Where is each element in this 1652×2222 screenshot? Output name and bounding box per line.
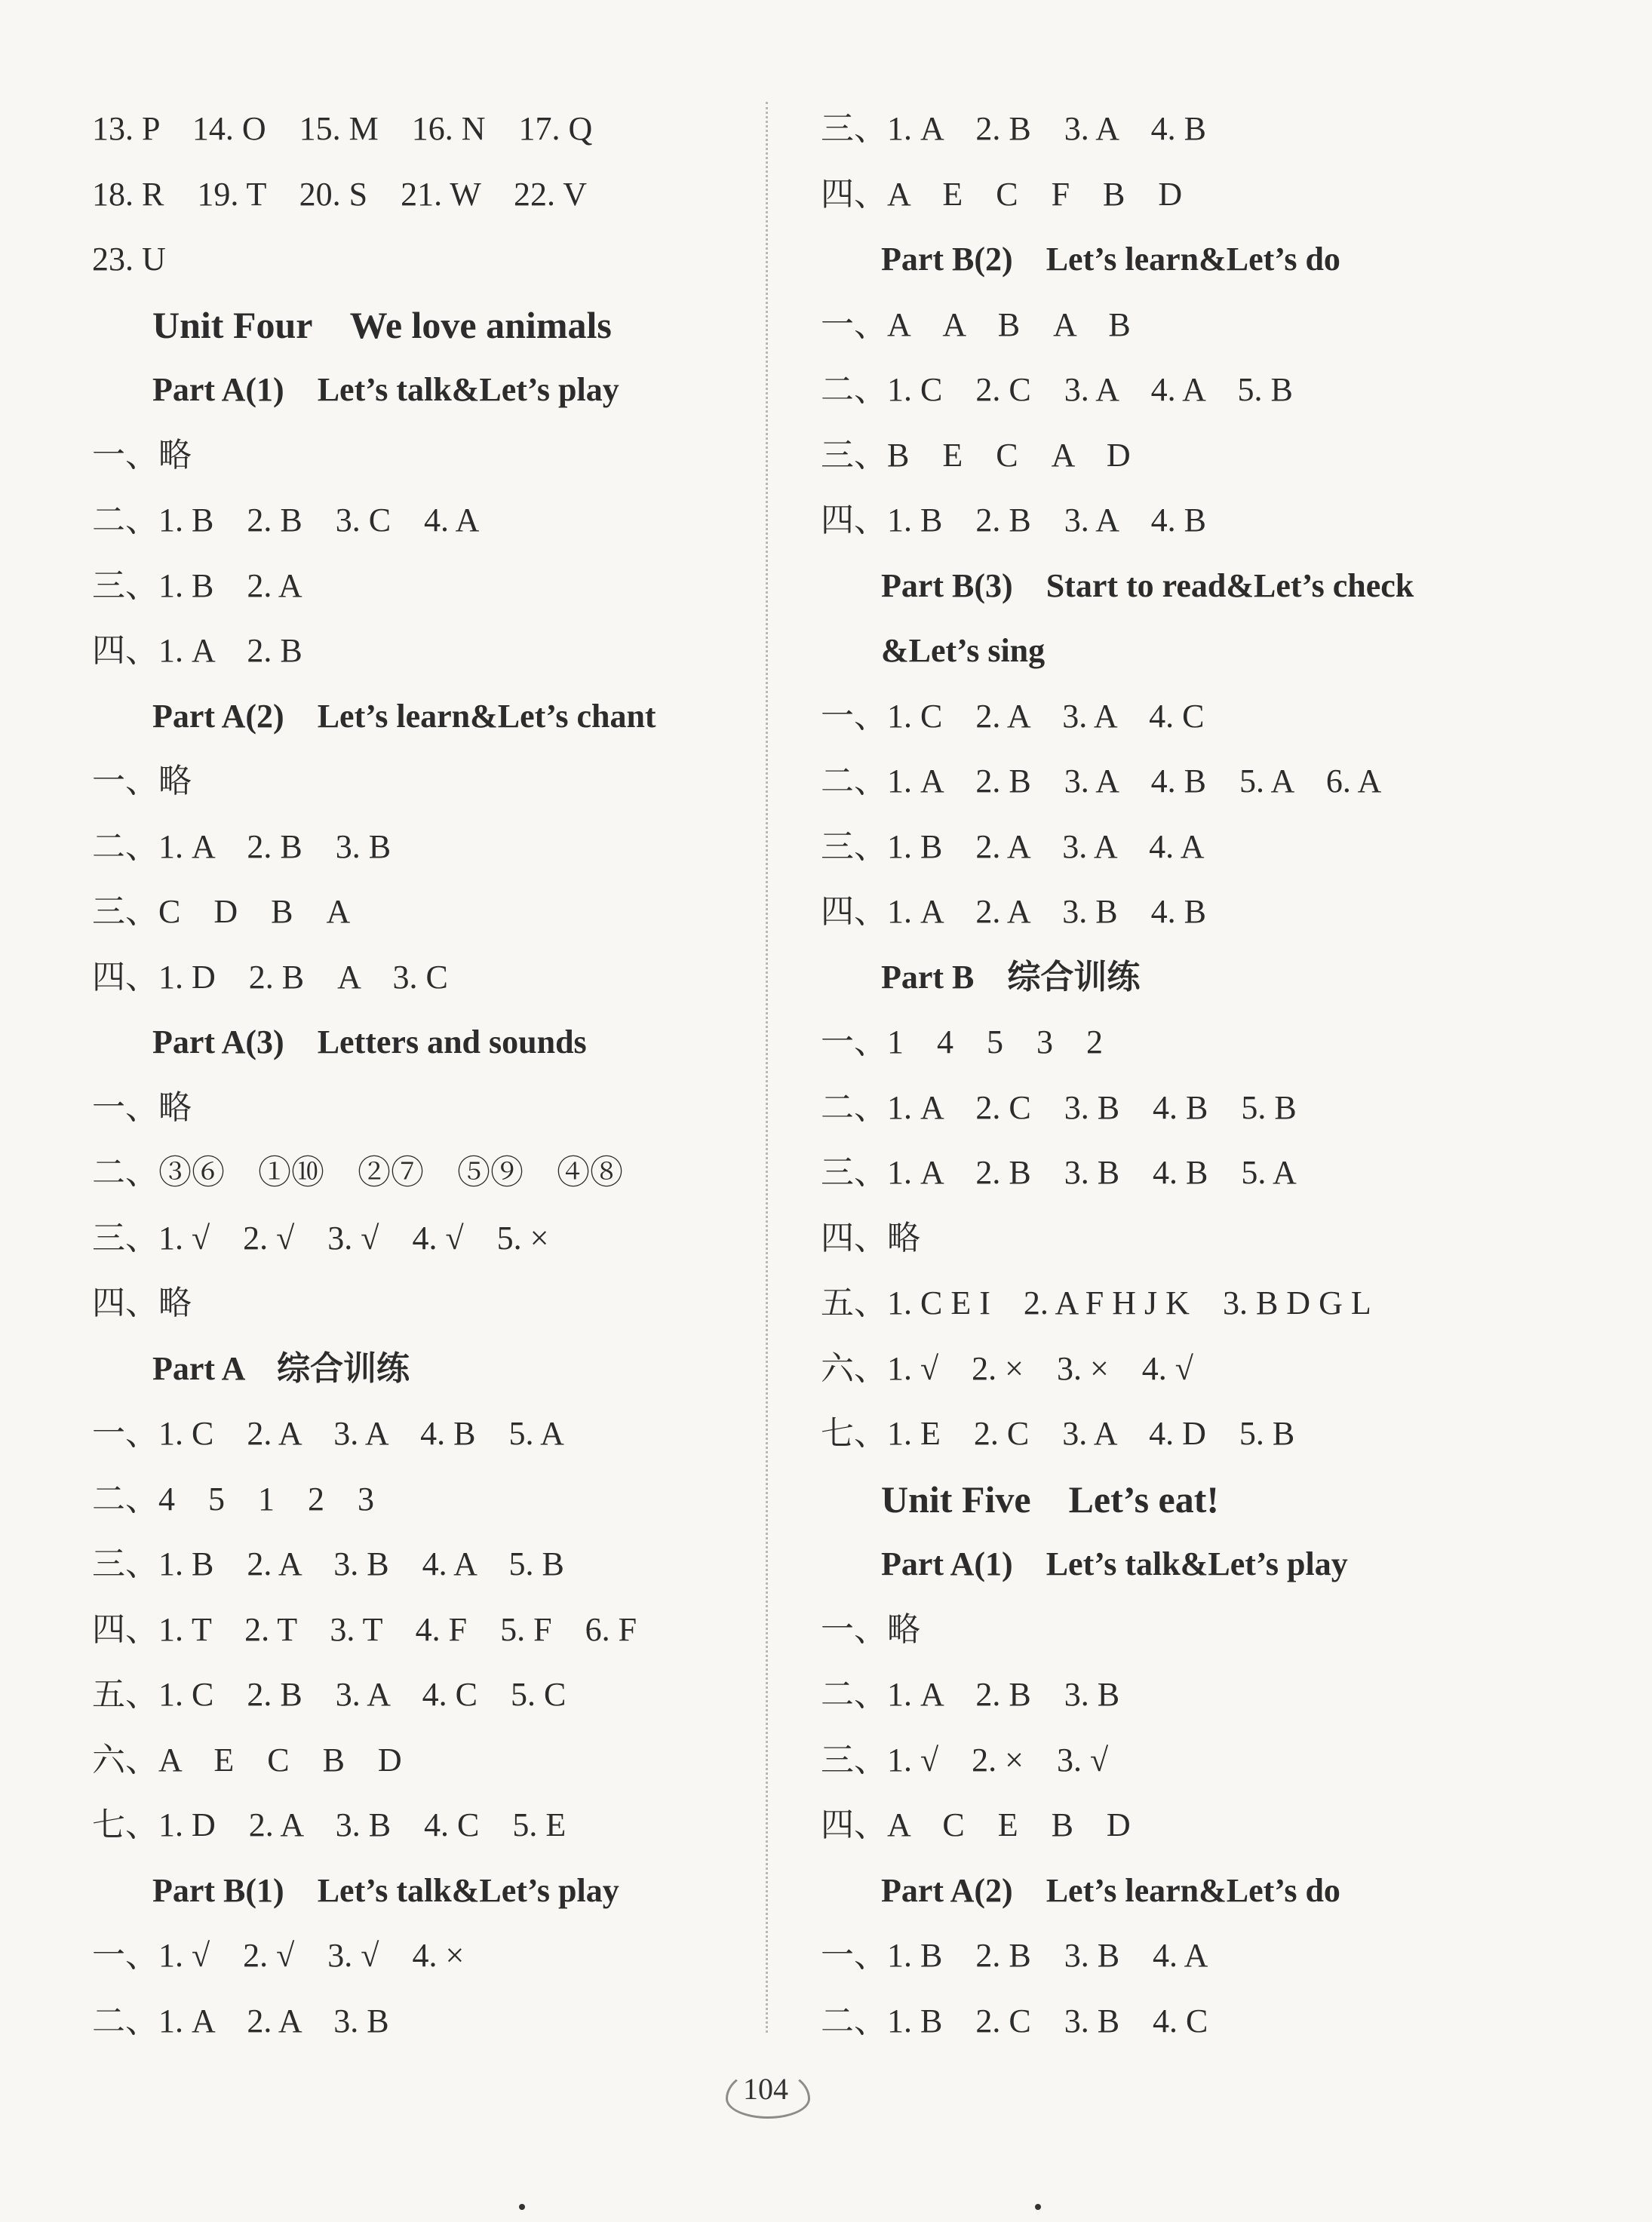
- line-text: 二、1. C 2. C 3. A 4. A 5. B: [821, 371, 1293, 408]
- answer-line: [821, 1076, 1575, 1141]
- line-text: 二、1. A 2. B 3. B: [92, 827, 392, 865]
- answer-line: [92, 618, 756, 684]
- answer-line: [92, 1271, 756, 1337]
- line-text: 一、A A B A B: [821, 305, 1131, 343]
- section-heading: [92, 1858, 756, 1924]
- line-text: 一、1. C 2. A 3. A 4. B 5. A: [92, 1415, 564, 1452]
- answer-line: [92, 815, 756, 880]
- line-text: 二、1. A 2. B 3. A 4. B 5. A 6. A: [821, 763, 1382, 799]
- line-text: 三、1. √ 2. √ 3. √ 4. √ 5. ×: [92, 1219, 549, 1257]
- answer-line: [92, 1140, 756, 1206]
- line-text: 三、1. √ 2. × 3. √: [821, 1741, 1109, 1779]
- line-text: 一、1. C 2. A 3. A 4. C: [821, 697, 1205, 735]
- answer-line: [821, 1597, 1575, 1663]
- section-heading: [821, 618, 1575, 684]
- line-text: Part A 综合训练: [152, 1349, 410, 1387]
- line-text: 一、略: [92, 1088, 192, 1126]
- answer-line: [92, 749, 756, 815]
- answer-line: [92, 879, 756, 945]
- line-text: 三、1. B 2. A 3. B 4. A 5. B: [92, 1545, 564, 1582]
- answer-line: [92, 1206, 756, 1272]
- answer-line: [821, 162, 1575, 228]
- answer-line: [92, 227, 756, 293]
- line-text: 三、1. A 2. B 3. B 4. B 5. A: [821, 1154, 1297, 1191]
- unit-title: [92, 293, 756, 358]
- line-text: 四、1. B 2. B 3. A 4. B: [821, 502, 1206, 539]
- answer-line: [92, 945, 756, 1011]
- answer-line: [821, 749, 1575, 815]
- answer-line: [821, 1206, 1575, 1272]
- answer-line: [92, 554, 756, 619]
- answer-line: [821, 358, 1575, 423]
- line-text: 三、B E C A D: [821, 436, 1131, 474]
- line-text: 五、1. C E I 2. A F H J K 3. B D G L: [821, 1284, 1371, 1321]
- answer-line: [821, 684, 1575, 750]
- line-text: 四、A E C F B D: [821, 175, 1183, 213]
- answer-line: [92, 97, 756, 162]
- line-text: Part B(3) Start to read&Let’s check: [881, 566, 1414, 604]
- line-text: 五、1. C 2. B 3. A 4. C 5. C: [92, 1676, 567, 1713]
- section-heading: [92, 1010, 756, 1076]
- line-text: Part B(2) Let’s learn&Let’s do: [881, 241, 1340, 278]
- answer-line: [92, 1662, 756, 1728]
- answer-line: [92, 1728, 756, 1794]
- answer-line: [92, 1401, 756, 1467]
- line-text: Part B(1) Let’s talk&Let’s play: [152, 1871, 619, 1909]
- line-text: 23. U: [92, 241, 166, 278]
- line-text: 一、1. B 2. B 3. B 4. A: [821, 1937, 1208, 1974]
- answer-line: [821, 1728, 1575, 1794]
- answer-line: [821, 1923, 1575, 1989]
- section-heading: [821, 1858, 1575, 1924]
- answer-line: [821, 1401, 1575, 1467]
- page-number: 104: [743, 2072, 788, 2106]
- line-text: Part A(2) Let’s learn&Let’s do: [881, 1871, 1340, 1909]
- line-text: Part A(2) Let’s learn&Let’s chant: [152, 697, 656, 735]
- answer-line: [92, 423, 756, 489]
- line-text: &Let’s sing: [881, 632, 1046, 669]
- section-heading: [821, 227, 1575, 293]
- line-text: 一、1 4 5 3 2: [821, 1024, 1103, 1060]
- scan-dot: [1035, 2204, 1041, 2210]
- answer-line: [92, 1597, 756, 1663]
- answer-line: [821, 815, 1575, 880]
- right-column: [821, 97, 1575, 2054]
- line-text: 一、1. √ 2. √ 3. √ 4. ×: [92, 1937, 465, 1974]
- line-text: 二、③⑥ ①⑩ ②⑦ ⑤⑨ ④⑧: [92, 1154, 623, 1191]
- unit-title: [821, 1467, 1575, 1533]
- answer-line: [821, 488, 1575, 554]
- line-text: 一、略: [92, 763, 192, 799]
- line-text: Part A(1) Let’s talk&Let’s play: [881, 1545, 1348, 1582]
- answer-line: [821, 1989, 1575, 2055]
- line-text: 六、A E C B D: [92, 1741, 402, 1779]
- line-text: 二、1. A 2. C 3. B 4. B 5. B: [821, 1088, 1297, 1126]
- answer-line: [821, 1793, 1575, 1858]
- line-text: 一、略: [821, 1610, 920, 1648]
- line-text: 六、1. √ 2. × 3. × 4. √: [821, 1349, 1193, 1387]
- section-heading: [821, 945, 1575, 1011]
- line-text: 二、1. A 2. B 3. B: [821, 1676, 1120, 1713]
- answer-line: [821, 1271, 1575, 1337]
- answer-line: [821, 97, 1575, 162]
- answer-line: [821, 1140, 1575, 1206]
- answer-line: [821, 423, 1575, 489]
- line-text: 二、1. B 2. B 3. C 4. A: [92, 502, 480, 539]
- line-text: 四、A C E B D: [821, 1806, 1131, 1843]
- answer-line: [92, 1793, 756, 1858]
- left-column: [92, 97, 756, 2054]
- answer-line: [821, 1662, 1575, 1728]
- answer-line: [92, 1467, 756, 1533]
- line-text: 七、1. E 2. C 3. A 4. D 5. B: [821, 1415, 1295, 1452]
- line-text: 13. P 14. O 15. M 16. N 17. Q: [92, 110, 593, 147]
- section-heading: [821, 554, 1575, 619]
- line-text: 四、1. A 2. B: [92, 632, 302, 669]
- section-heading: [92, 358, 756, 423]
- line-text: 四、1. T 2. T 3. T 4. F 5. F 6. F: [92, 1610, 637, 1648]
- line-text: Part A(3) Letters and sounds: [152, 1024, 587, 1060]
- section-heading: [92, 1337, 756, 1402]
- answer-line: [92, 162, 756, 228]
- line-text: 四、略: [821, 1219, 920, 1257]
- answer-line: [821, 293, 1575, 358]
- answer-line: [92, 1076, 756, 1141]
- answer-line: [821, 879, 1575, 945]
- answer-line: [821, 1010, 1575, 1076]
- line-text: 二、1. B 2. C 3. B 4. C: [821, 2002, 1208, 2039]
- line-text: 二、1. A 2. A 3. B: [92, 2002, 389, 2039]
- line-text: Part B 综合训练: [881, 958, 1141, 996]
- page-number-badge: [717, 2063, 815, 2123]
- answer-line: [92, 488, 756, 554]
- line-text: 一、略: [92, 436, 192, 474]
- scan-dot: [519, 2204, 525, 2210]
- column-divider: [766, 102, 768, 2033]
- section-heading: [821, 1532, 1575, 1597]
- line-text: 三、1. A 2. B 3. A 4. B: [821, 110, 1206, 147]
- line-text: 18. R 19. T 20. S 21. W 22. V: [92, 175, 588, 213]
- answer-line: [92, 1989, 756, 2055]
- line-text: 四、1. A 2. A 3. B 4. B: [821, 893, 1206, 930]
- line-text: 三、1. B 2. A 3. A 4. A: [821, 827, 1205, 865]
- answer-line: [92, 1923, 756, 1989]
- section-heading: [92, 684, 756, 750]
- answer-line: [821, 1337, 1575, 1402]
- line-text: 二、4 5 1 2 3: [92, 1480, 374, 1518]
- line-text: 三、C D B A: [92, 893, 351, 930]
- line-text: 四、略: [92, 1284, 192, 1321]
- line-text: 三、1. B 2. A: [92, 566, 302, 604]
- line-text: Part A(1) Let’s talk&Let’s play: [152, 371, 619, 408]
- line-text: Unit Five Let’s eat!: [881, 1478, 1220, 1521]
- line-text: 四、1. D 2. B A 3. C: [92, 958, 448, 996]
- answer-line: [92, 1532, 756, 1597]
- line-text: Unit Four We love animals: [152, 303, 612, 346]
- line-text: 七、1. D 2. A 3. B 4. C 5. E: [92, 1806, 567, 1843]
